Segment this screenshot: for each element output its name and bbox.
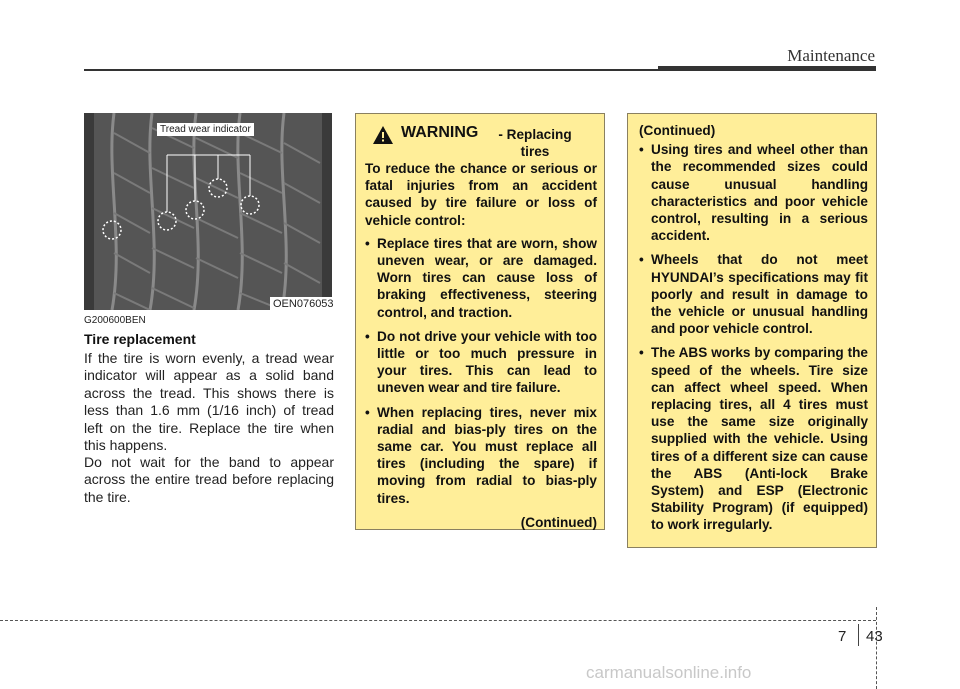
continued-bullet: • Wheels that do not meet HYUNDAI’s specifications may fit poorly and result in damage to the vehicle or unusual handling and poor vehicle control.: [639, 251, 868, 337]
section-header-title: Maintenance: [787, 46, 875, 65]
warning-header: [373, 124, 597, 160]
body-paragraph: Do not wait for the band to appear across the entire tread before replacing the tire.: [84, 454, 334, 505]
continued-list: [639, 141, 868, 533]
tread-indicator-callout: Tread wear indicator: [157, 123, 254, 136]
section-code: G200600BEN: [84, 315, 146, 326]
page-number-divider: [858, 624, 859, 646]
warning-triangle-icon: [373, 126, 393, 144]
continued-bullet: • Using tires and wheel other than the recommended sizes could cause unusual handling characteristics and poor vehicle control, resulting in a serious accident.: [639, 141, 868, 244]
warning-box: [355, 113, 605, 530]
continued-bullet: • The ABS works by comparing the speed of the wheels. Tire size can affect wheel speed. When replacing tires, all 4 tires must use the same size originally supplied with the vehicle. Using tires of a different size can cause the ABS (Anti-lock Brake System) and ESP (Electronic Stability Program) (if equipped) to work irregularly.: [639, 344, 868, 533]
body-paragraph: If the tire is worn evenly, a tread wear indicator will appear as a solid band across the tread. This shows there is less than 1.6 mm (1/16 inch) of tread left on the tire. Replace the tire when this happens.: [84, 350, 334, 454]
watermark: carmanualsonline.info: [586, 663, 752, 682]
continued-note: (Continued): [520, 514, 597, 530]
footer-crop-mark: [876, 607, 877, 689]
chapter-number: 7: [838, 628, 847, 645]
page-number: 43: [866, 628, 883, 645]
warning-intro: To reduce the chance or serious or fatal injuries from an accident caused by tire failure or loss of vehicle control:: [365, 161, 597, 228]
warning-title: WARNING: [401, 124, 479, 141]
footer-rule: [0, 620, 876, 621]
header-rule-accent: [658, 66, 876, 71]
figure-code: OEN076053: [270, 297, 337, 311]
warning-bullet: • Do not drive your vehicle with too little or too much pressure in your tires. This can lead to uneven wear and tire failure.: [365, 328, 597, 397]
warning-bullet: • When replacing tires, never mix radial and bias-ply tires on the same car. You must replace all tires (including the spare) if moving from radial to bias-ply tires.: [365, 404, 597, 507]
warning-subtitle: - Replacing tires: [498, 127, 572, 159]
warning-bullet: • Replace tires that are worn, show uneven wear, or are damaged. Worn tires can cause loss of braking effectiveness, steering control, and traction.: [365, 235, 597, 321]
tire-tread-illustration: [84, 113, 332, 310]
warning-list: [365, 235, 597, 507]
continued-heading: (Continued): [639, 123, 716, 138]
section-title: Tire replacement: [84, 331, 196, 347]
continued-warning-box: [627, 113, 877, 548]
